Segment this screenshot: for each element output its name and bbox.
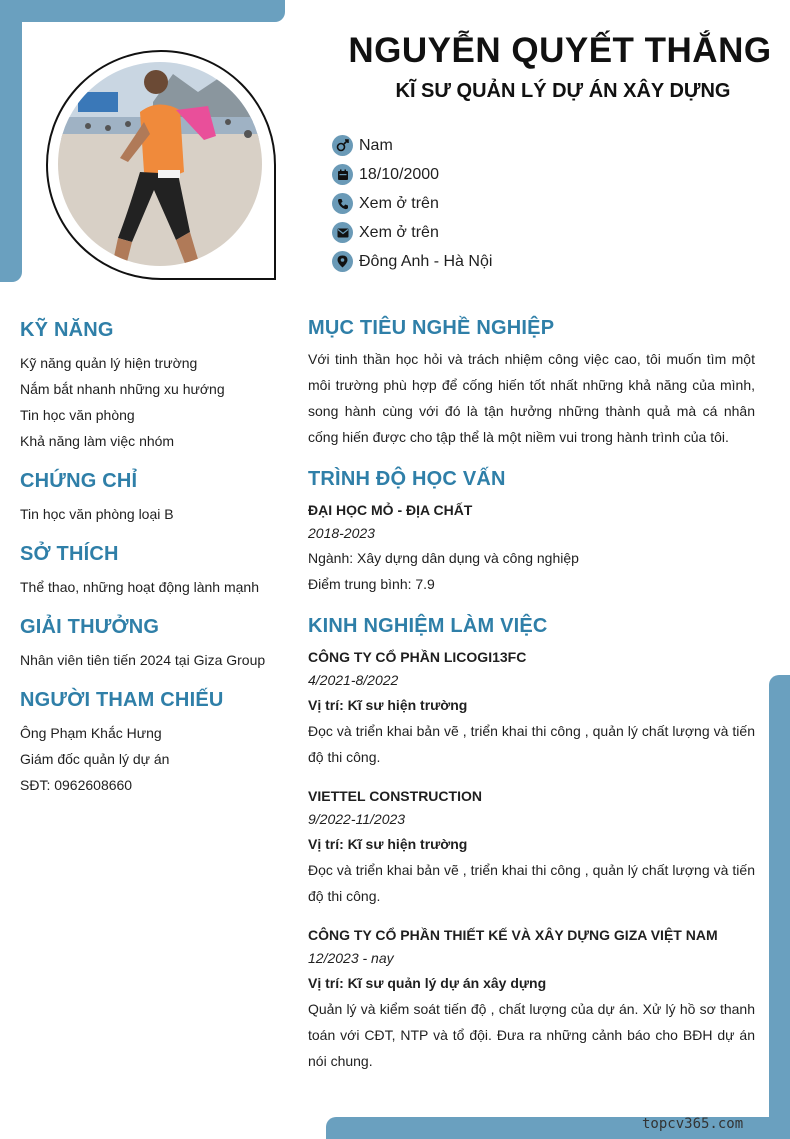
reference-item: Ông Phạm Khắc Hưng	[20, 725, 162, 741]
objective-title: MỤC TIÊU NGHỀ NGHIỆP	[308, 317, 555, 339]
education-gpa: Điểm trung bình: 7.9	[308, 576, 435, 592]
job-description: Đọc và triển khai bản vẽ , triển khai thi công , quản lý chất lượng và tiến độ thi công.	[308, 723, 755, 765]
school-name: ĐẠI HỌC MỎ - ĐỊA CHẤT	[308, 502, 473, 518]
job-period: 9/2022-11/2023	[308, 811, 406, 827]
contact-phone	[332, 189, 492, 218]
job-position: Vị trí: Kĩ sư hiện trường	[308, 697, 468, 713]
job-position: Vị trí: Kĩ sư quản lý dự án xây dựng	[308, 975, 547, 991]
location-icon	[332, 251, 353, 272]
right-decoration-bar	[769, 675, 790, 1139]
reference-item: Giám đốc quản lý dự án	[20, 751, 170, 767]
phone-icon	[332, 193, 353, 214]
job-company: CÔNG TY CỔ PHẦN LICOGI13FC	[308, 649, 527, 665]
skills-title: KỸ NĂNG	[20, 319, 114, 341]
education-title: TRÌNH ĐỘ HỌC VẤN	[308, 468, 506, 490]
skill-item: Khả năng làm việc nhóm	[20, 433, 175, 449]
skill-item: Nắm bắt nhanh những xu hướng	[20, 381, 225, 397]
job-position: Vị trí: Kĩ sư hiện trường	[308, 836, 468, 852]
job-period: 12/2023 - nay	[308, 950, 394, 966]
contact-email	[332, 218, 492, 247]
education-major: Ngành: Xây dựng dân dụng và công nghiệp	[308, 550, 579, 566]
contact-text: Xem ở trên	[359, 223, 439, 241]
contact-text: Đông Anh - Hà Nội	[359, 252, 493, 270]
hobby-item: Thể thao, những hoạt động lành mạnh	[20, 579, 259, 595]
contact-text: Xem ở trên	[359, 194, 439, 212]
contact-location	[332, 247, 492, 276]
certificate-item: Tin học văn phòng loại B	[20, 506, 174, 522]
email-icon	[332, 222, 353, 243]
references-title: NGƯỜI THAM CHIẾU	[20, 689, 224, 711]
job-description: Quản lý và kiểm soát tiến độ , chất lượng của dự án. Xử lý hồ sơ thanh toán với CĐT, NTP và tổ đội. Đưa ra những cảnh báo cho BĐH dự án nói chung.	[308, 1001, 755, 1069]
gender-icon	[332, 135, 353, 156]
job-company: CÔNG TY CỔ PHẦN THIẾT KẾ VÀ XÂY DỰNG GIZA VIỆT NAM	[308, 927, 718, 943]
skill-item: Tin học văn phòng	[20, 407, 135, 423]
profile-photo	[58, 62, 262, 266]
contact-text: Nam	[359, 136, 393, 154]
experience-title: KINH NGHIỆM LÀM VIỆC	[308, 615, 548, 637]
contact-text: 18/10/2000	[359, 165, 440, 183]
reference-item: SĐT: 0962608660	[20, 777, 133, 793]
contact-birthday	[332, 160, 492, 189]
education-period: 2018-2023	[308, 525, 375, 541]
candidate-name: NGUYỄN QUYẾT THẮNG	[348, 31, 772, 70]
job-description: Đọc và triển khai bản vẽ , triển khai thi công , quản lý chất lượng và tiến độ thi công.	[308, 862, 755, 904]
job-period: 4/2021-8/2022	[308, 672, 399, 688]
top-decoration-bar	[0, 0, 285, 22]
left-decoration-bar	[0, 0, 22, 282]
award-item: Nhân viên tiên tiến 2024 tại Giza Group	[20, 652, 266, 668]
contact-list	[332, 131, 492, 276]
objective-text: Với tinh thần học hỏi và trách nhiệm công việc cao, tôi muốn tìm một môi trường phù hợp để cống hiến tốt nhất những khả năng của mình, song hành cùng với đó là tận hưởng những thành quả mà cá nhân cống hiến được cho tập thể là một niềm vui trong hành trình của tôi.	[308, 351, 755, 445]
skill-item: Kỹ năng quản lý hiện trường	[20, 355, 198, 371]
awards-title: GIẢI THƯỞNG	[20, 616, 160, 638]
watermark: topcv365.com	[642, 1116, 744, 1132]
contact-gender	[332, 131, 492, 160]
certificates-title: CHỨNG CHỈ	[20, 470, 138, 492]
hobbies-title: SỞ THÍCH	[20, 543, 119, 565]
job-company: VIETTEL CONSTRUCTION	[308, 788, 482, 804]
candidate-role: KĨ SƯ QUẢN LÝ DỰ ÁN XÂY DỰNG	[395, 80, 731, 102]
calendar-icon	[332, 164, 353, 185]
